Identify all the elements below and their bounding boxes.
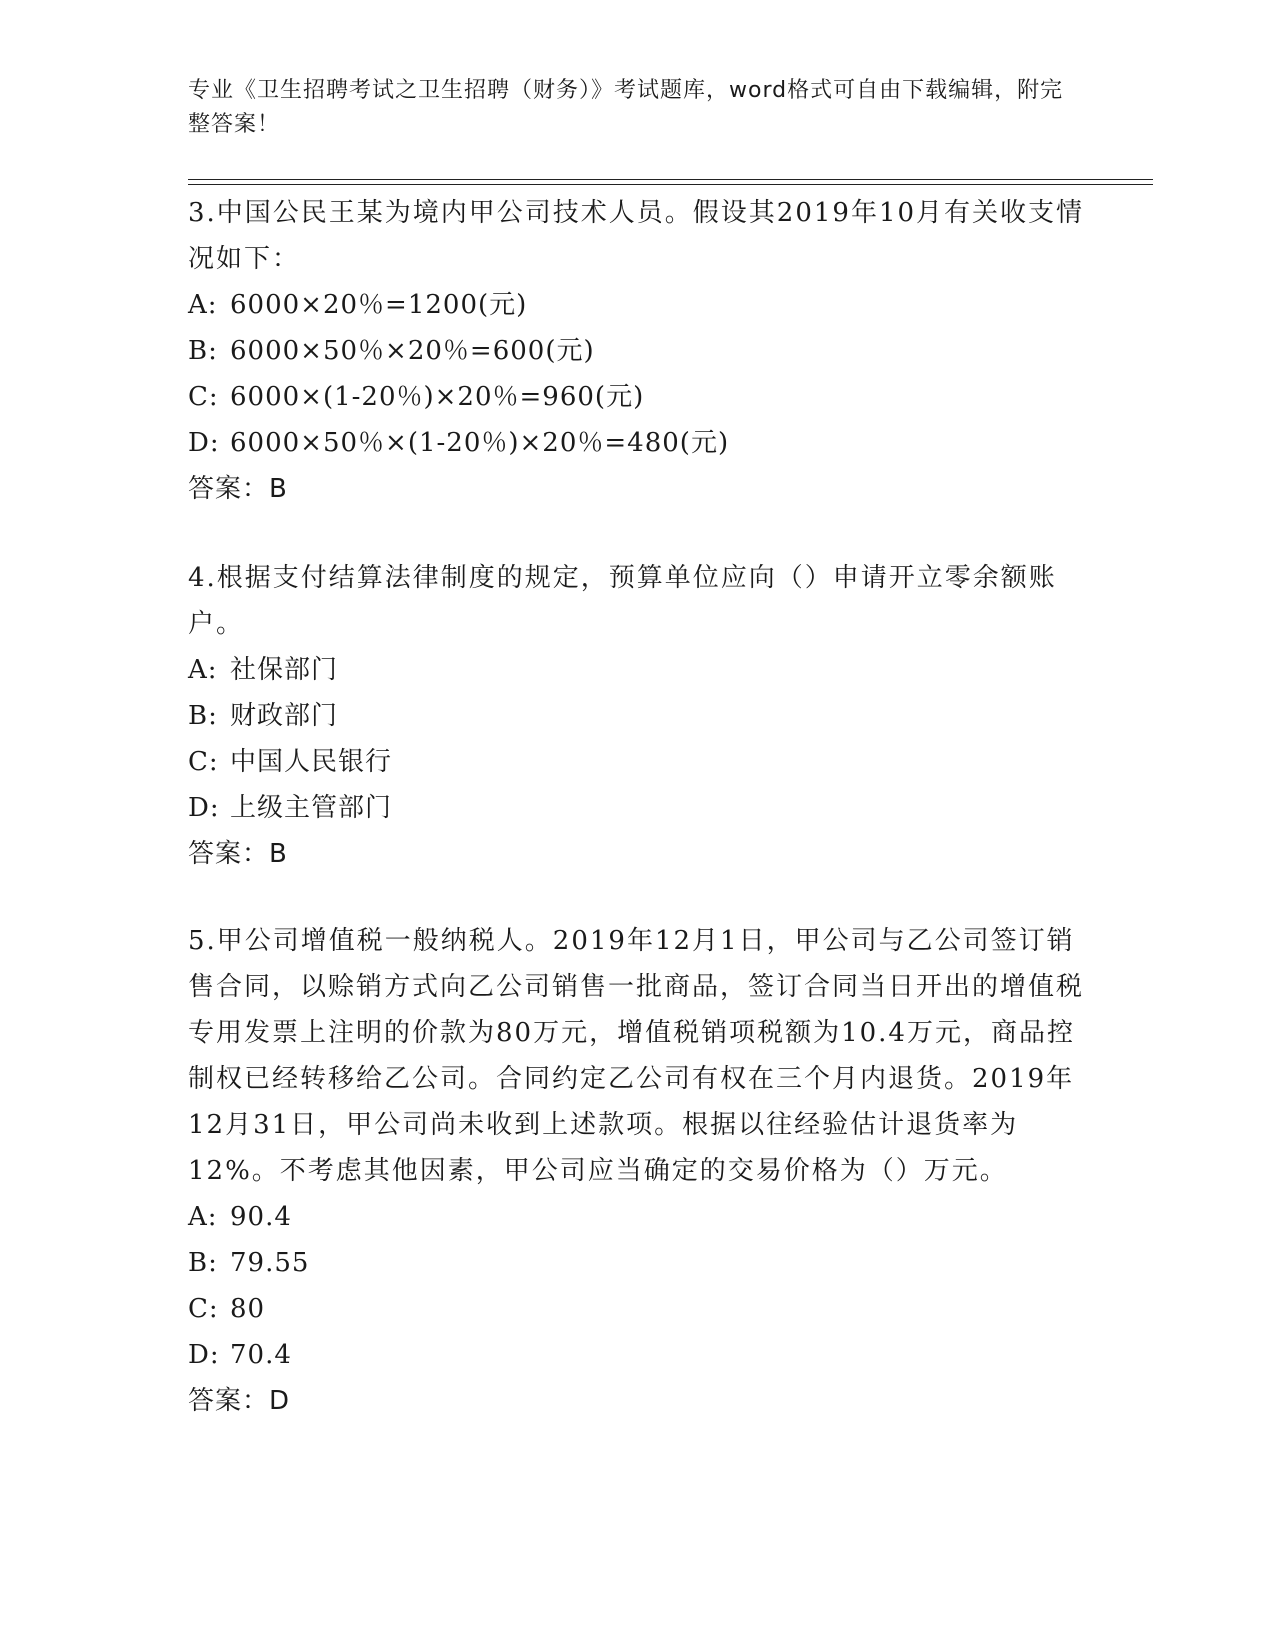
option-letter: D: (188, 428, 220, 458)
option-letter: A: (188, 655, 218, 685)
option-letter: B: (188, 336, 218, 366)
option-text: 70.4 (230, 1340, 292, 1370)
option-text: 6000×20％=1200(元) (230, 290, 528, 320)
option-a (188, 647, 1088, 693)
option-letter: C: (188, 1294, 219, 1324)
option-c (188, 1286, 1088, 1332)
question-stem: 4.根据支付结算法律制度的规定，预算单位应向（）申请开立零余额账户。 (188, 563, 1057, 639)
option-d (188, 1332, 1088, 1378)
option-letter: A: (188, 290, 218, 320)
option-text: 79.55 (230, 1248, 310, 1278)
header-divider-bottom (188, 184, 1153, 185)
option-text: 上级主管部门 (230, 793, 393, 823)
document-header: 专业《卫生招聘考试之卫生招聘（财务）》考试题库，word格式可自由下载编辑，附完整答案！ (188, 78, 1064, 137)
option-letter: D: (188, 793, 220, 823)
option-b (188, 328, 1088, 374)
header-divider-top (188, 179, 1153, 180)
option-b (188, 693, 1088, 739)
answer-line: 答案：D (188, 1386, 291, 1416)
option-text: 6000×50％×20％=600(元) (230, 336, 595, 366)
option-c (188, 374, 1088, 420)
question-stem: 5.甲公司增值税一般纳税人。2019年12月1日，甲公司与乙公司签订销售合同，以赊销方式向乙公司销售一批商品，签订合同当日开出的增值税专用发票上注明的价款为80万元，增值税销项税额为10.4万元，商品控制权已经转移给乙公司。合同约定乙公司有权在三个月内退货。2019年12月31日，甲公司尚未收到上述款项。根据以往经验估计退货率为12%。不考虑其他因素，甲公司应当确定的交易价格为（）万元。 (188, 926, 1085, 1186)
option-text: 6000×50％×(1-20％)×20％=480(元) (230, 428, 730, 458)
option-c (188, 739, 1088, 785)
question-4 (188, 555, 1088, 877)
option-d (188, 420, 1088, 466)
option-text: 社保部门 (230, 655, 339, 685)
option-letter: A: (188, 1202, 218, 1232)
question-3 (188, 190, 1088, 512)
option-text: 6000×(1-20％)×20％=960(元) (230, 382, 645, 412)
option-b (188, 1240, 1088, 1286)
option-a (188, 1194, 1088, 1240)
option-text: 90.4 (230, 1202, 292, 1232)
option-text: 80 (230, 1294, 266, 1324)
answer-line: 答案：B (188, 474, 288, 504)
option-text: 中国人民银行 (230, 747, 393, 777)
option-letter: B: (188, 1248, 218, 1278)
question-stem: 3.中国公民王某为境内甲公司技术人员。假设其2019年10月有关收支情况如下： (188, 198, 1085, 274)
question-5 (188, 918, 1088, 1424)
option-letter: C: (188, 382, 219, 412)
option-letter: B: (188, 701, 218, 731)
option-a (188, 282, 1088, 328)
option-letter: D: (188, 1340, 220, 1370)
option-letter: C: (188, 747, 219, 777)
option-d (188, 785, 1088, 831)
option-text: 财政部门 (230, 701, 339, 731)
answer-line: 答案：B (188, 839, 288, 869)
